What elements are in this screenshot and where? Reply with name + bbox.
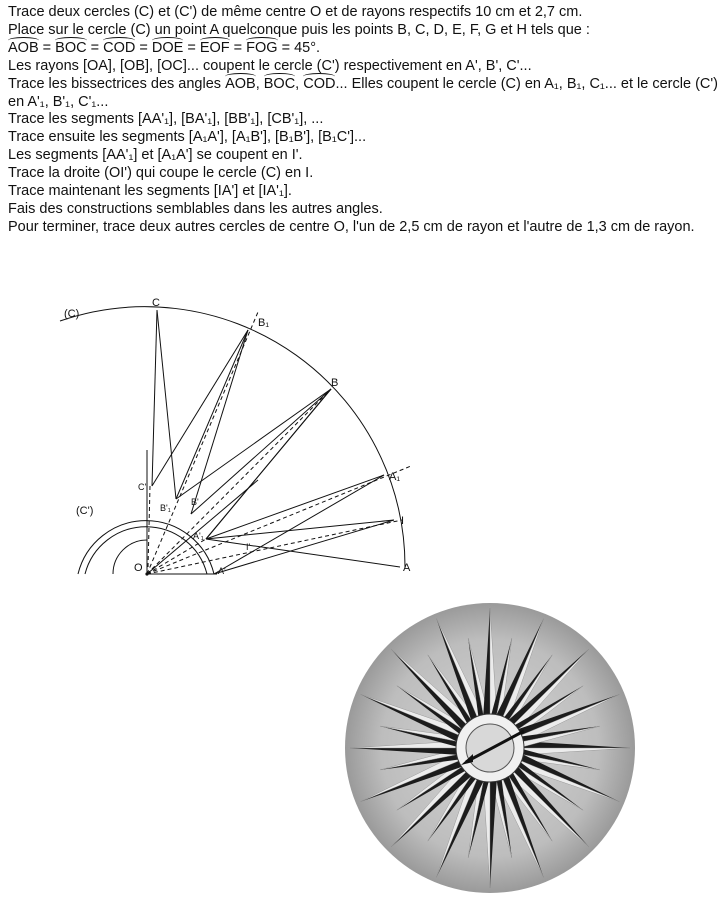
construction-figure: [0, 290, 440, 590]
angle-name: BOC: [55, 39, 87, 56]
angle-name: DOE: [151, 39, 184, 56]
instruction-line: Trace ensuite les segments [A₁A'], [A₁B'], [B₁B'], [B₁C']...: [8, 129, 367, 146]
label-o: O: [134, 562, 143, 574]
label-aprime1: A'₁: [193, 531, 204, 541]
instructions-text: [8, 4, 720, 237]
angle-name: AOB: [225, 75, 256, 92]
angle-name: EOF: [199, 39, 230, 56]
angle-name: COD: [103, 39, 136, 56]
instruction-line: Trace les segments [AA'₁], [BA'₁], [BB'₁], [CB'₁], ...: [8, 111, 324, 128]
instruction-line: Trace maintenant les segments [IA'] et [IA'₁].: [8, 183, 292, 200]
label-a: A: [403, 562, 411, 574]
compass-rose-photo: [340, 598, 700, 908]
label-c: C: [152, 297, 160, 309]
label-bprime: B': [191, 497, 199, 507]
label-cprime: C': [138, 482, 147, 492]
label-a1: A₁: [389, 471, 401, 483]
angle-equalities: AOB = BOC = COD = DOE = EOF = FOG = 45°.: [8, 39, 321, 56]
instruction-line: Pour terminer, trace deux autres cercles de centre O, l'un de 2,5 cm de rayon et l'autre de 1,3 cm de rayon.: [8, 218, 695, 235]
instruction-line: Les rayons [OA], [OB], [OC]... coupent le cercle (C') respectivement en A', B', C'...: [8, 57, 532, 74]
segment: [147, 480, 258, 574]
angle-name: FOG: [246, 39, 278, 56]
instruction-line: Trace les bissectrices des angles AOB, BOC, COD... Elles coupent le cercle (C) en A₁, B₁, C₁... et le cercle (C') en A'₁, B'₁, C'₁...: [8, 75, 718, 110]
circle-c-arc: [60, 307, 405, 568]
instruction-line: Trace deux cercles (C) et (C') de même centre O et de rayons respectifs 10 cm et 2,7 cm.: [8, 4, 583, 20]
label-b1: B₁: [258, 317, 270, 329]
instruction-line: Place sur le cercle (C) un point A quelconque puis les points B, C, D, E, F, G et H tels que :: [8, 21, 590, 38]
circle-cprime-inner-arc: [85, 527, 207, 574]
label-circle-cprime: (C'): [76, 505, 94, 517]
angle-name: AOB: [8, 39, 39, 56]
label-iprime: I': [246, 542, 251, 552]
label-i: I: [401, 515, 405, 527]
instruction-line: Fais des constructions semblables dans les autres angles.: [8, 200, 383, 217]
label-aprime: A': [218, 566, 226, 576]
point-o: [145, 572, 148, 575]
instruction-fragment: ... Elles coupent le cercle (C) en A₁, B₁, C₁... et le cercle (C') en A'₁, B'₁, C'₁...: [8, 75, 718, 110]
circle-cprime-outer-arc: [78, 521, 214, 574]
angle-name: COD: [303, 75, 336, 92]
instruction-line: Les segments [AA'₁] et [A₁A'] se coupent en I'.: [8, 147, 303, 164]
label-bprime1: B'₁: [160, 503, 171, 513]
instruction-fragment: Trace les bissectrices des angles: [8, 75, 222, 92]
angle-value: = 45°.: [281, 39, 321, 56]
label-circle-c: (C): [64, 308, 80, 320]
instruction-line: Trace la droite (OI') qui coupe le cercle (C) en I.: [8, 165, 314, 182]
label-b: B: [331, 377, 339, 389]
angle-name: BOC: [263, 75, 296, 92]
